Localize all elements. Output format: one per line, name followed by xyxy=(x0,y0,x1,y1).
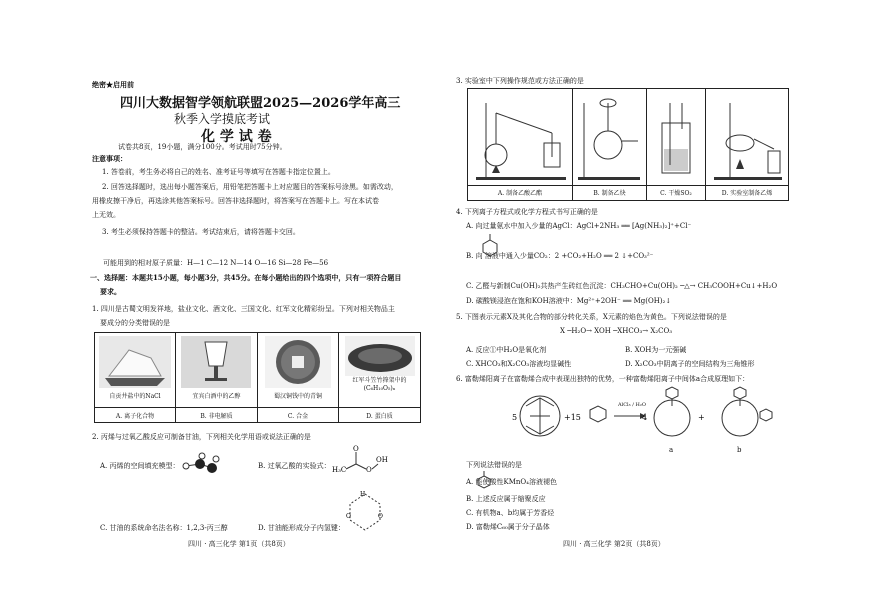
q3-option-b[interactable]: B. 制备乙炔 xyxy=(593,190,626,197)
subject-title: 化 学 试 卷 xyxy=(201,129,272,145)
q1-option-b[interactable]: B. 非电解质 xyxy=(200,413,233,420)
q2-option-a[interactable]: A. 丙烯的空间填充模型： xyxy=(100,462,180,470)
q6-option-a[interactable]: A. 能使酸性KMnO₄溶液褪色 xyxy=(466,478,557,486)
svg-text:4: 4 xyxy=(642,413,648,422)
svg-text:O: O xyxy=(353,445,359,453)
q1-caption-d: 红军斗笠竹箨架中的(C₆H₁₀O₅)ₙ xyxy=(352,377,407,392)
ethylene-apparatus-image xyxy=(710,93,784,181)
exam-subtitle: 秋季入学摸底考试 xyxy=(174,112,271,126)
q1-caption-b: 宜宾白酒中的乙醇 xyxy=(192,393,241,400)
propene-model-icon xyxy=(180,452,220,478)
q4-option-b[interactable]: B. 向 溶液中通入少量CO₂：2 +CO₂+H₂O ══ 2 ↓+CO₃²⁻ xyxy=(466,252,654,260)
notes-heading: 注意事项： xyxy=(92,154,127,163)
exam-info: 试卷共8页，19小题，满分100分。考试用时75分钟。 xyxy=(118,143,287,151)
q2-option-b[interactable]: B. 过氧乙酸的实验式： xyxy=(258,462,331,470)
acetylene-apparatus-image xyxy=(576,93,642,181)
q4-option-c[interactable]: C. 乙醛与新制Cu(OH)₂共热产生砖红色沉淀：CH₃CHO+Cu(OH)₂ ─△→ CH₃COOH+Cu↓+H₂O xyxy=(466,282,778,290)
svg-text:H: H xyxy=(360,491,366,498)
svg-text:+: + xyxy=(698,413,705,422)
fullerene-scheme-image xyxy=(512,384,782,450)
phenoxide-structure-icon xyxy=(480,232,500,260)
left-footer: 四川 · 高三化学 第1页（共8页） xyxy=(188,540,290,548)
section1-heading: 一、选择题：本题共15小题，每小题3分，共45分。在每小题给出的四个选项中，只有一项符合题目 xyxy=(90,273,402,282)
q3-option-a[interactable]: A. 制备乙酸乙酯 xyxy=(497,190,543,197)
note-3: 3. 考生必须保持答题卡的整洁。考试结束后，请将答题卡交回。 xyxy=(102,228,300,236)
q1-caption-a: 自贡井盐中的NaCl xyxy=(109,393,161,400)
q2-option-d[interactable]: D. 甘油能形成分子内氢键： xyxy=(258,524,345,532)
svg-text:O: O xyxy=(366,466,372,474)
ester-apparatus-image xyxy=(472,93,568,181)
note-2-end: 上无效。 xyxy=(92,211,120,219)
svg-text:OH: OH xyxy=(376,456,388,464)
q3-option-c[interactable]: C. 干燥SO₂ xyxy=(660,190,692,197)
q6-prompt: 下列说法错误的是 xyxy=(466,461,522,469)
q2-stem: 2. 丙烯与过氧乙酸反应可制备甘油，下列相关化学用语或说法正确的是 xyxy=(92,433,311,441)
svg-text:H₃C: H₃C xyxy=(332,466,347,474)
q1-option-a[interactable]: A. 离子化合物 xyxy=(115,413,155,420)
svg-text:5: 5 xyxy=(512,413,518,422)
q6-option-b[interactable]: B. 上述反应属于缩聚反应 xyxy=(466,495,546,503)
q6-label-b: b xyxy=(737,446,742,454)
q2-option-c[interactable]: C. 甘油的系统命名法名称：1,2,3-丙三醇 xyxy=(100,524,228,532)
q3-table xyxy=(467,88,789,201)
q1-caption-c: 蜀汉铜钱中的青铜 xyxy=(273,393,322,400)
q1-option-d[interactable]: D. 蛋白质 xyxy=(366,413,393,420)
confidential-mark: 绝密★启用前 xyxy=(92,80,134,89)
q5-option-a[interactable]: A. 反应①中H₂O是氧化剂 xyxy=(466,346,547,354)
note-2-cont: 用橡皮擦干净后，再选涂其他答案标号。回答非选择题时，将答案写在答题卡上。写在本试卷 xyxy=(92,197,379,205)
q3-option-d[interactable]: D. 实验室制备乙烯 xyxy=(721,190,773,197)
peracetic-structure-icon xyxy=(330,444,390,480)
q6-reagent: AlCl₃ / H₂O xyxy=(618,402,646,408)
q5-scheme: X ─H₂O→ XOH ─XHCO₃→ X₂CO₃ xyxy=(560,327,673,335)
q4-option-d[interactable]: D. 碳酸镁浸泡在饱和KOH溶液中：Mg²⁺+2OH⁻ ══ Mg(OH)₂↓ xyxy=(466,297,672,305)
note-1: 1. 答卷前，考生务必将自己的姓名、准考证号等填写在答题卡指定位置上。 xyxy=(102,168,335,176)
hat-image xyxy=(345,336,415,376)
q6-label-a: a xyxy=(669,446,674,454)
glycerol-hbond-icon xyxy=(340,488,390,538)
svg-text:+15: +15 xyxy=(564,413,581,422)
toluene-structure-icon xyxy=(476,470,492,490)
q1-table xyxy=(94,332,421,423)
section1-heading-cont: 要求。 xyxy=(100,287,121,296)
svg-text:O: O xyxy=(378,513,383,520)
liquor-image xyxy=(181,336,251,388)
right-footer: 四川 · 高三化学 第2页（共8页） xyxy=(563,540,665,548)
q1-option-c[interactable]: C. 合金 xyxy=(287,413,309,420)
q1-stem: 1. 四川是古蜀文明发祥地，盐业文化、酒文化、三国文化、红军文化精彩纷呈。下列对相关物品主 xyxy=(92,305,395,313)
q6-stem: 6. 富勒烯阳离子在富勒烯合成中表现出独特的优势，一种富勒烯阳离子中间体a合成原理如下： xyxy=(456,375,750,383)
q4-stem: 4. 下列离子方程式或化学方程式书写正确的是 xyxy=(456,208,598,216)
svg-text:O: O xyxy=(346,513,351,520)
q6-option-d[interactable]: D. 富勒烯C₆₀属于分子晶体 xyxy=(466,523,550,531)
q3-stem: 3. 实验室中下列操作规范或方法正确的是 xyxy=(456,77,584,85)
q5-option-d[interactable]: D. X₂CO₃中阴离子的空间结构为三角锥形 xyxy=(625,360,755,368)
q6-option-c[interactable]: C. 有机物a、b均属于芳香烃 xyxy=(466,509,555,517)
note-2: 2. 回答选择题时，选出每小题答案后，用铅笔把答题卡上对应题目的答案标号涂黑。如需改动， xyxy=(102,183,398,191)
q5-option-c[interactable]: C. XHCO₃和X₂CO₃溶液均显碱性 xyxy=(466,360,572,368)
q1-stem-cont: 要成分的分类错误的是 xyxy=(100,319,170,327)
q5-stem: 5. 下图表示元素X及其化合物的部分转化关系，X元素的焰色为黄色。下列说法错误的是 xyxy=(456,313,727,321)
exam-title: 四川大数据智学领航联盟2025—2026学年高三 xyxy=(120,96,401,111)
salt-image xyxy=(99,336,171,388)
atomic-masses: 可能用到的相对原子质量：H—1 C—12 N—14 O—16 Si—28 Fe—56 xyxy=(103,259,329,267)
drying-bottle-image xyxy=(652,93,702,181)
q4-option-a[interactable]: A. 向过量氨水中加入少量的AgCl：AgCl+2NH₃ ══ [Ag(NH₃)₂]⁺+Cl⁻ xyxy=(466,222,692,230)
coin-image xyxy=(265,336,331,388)
q5-option-b[interactable]: B. XOH为一元强碱 xyxy=(625,346,687,354)
